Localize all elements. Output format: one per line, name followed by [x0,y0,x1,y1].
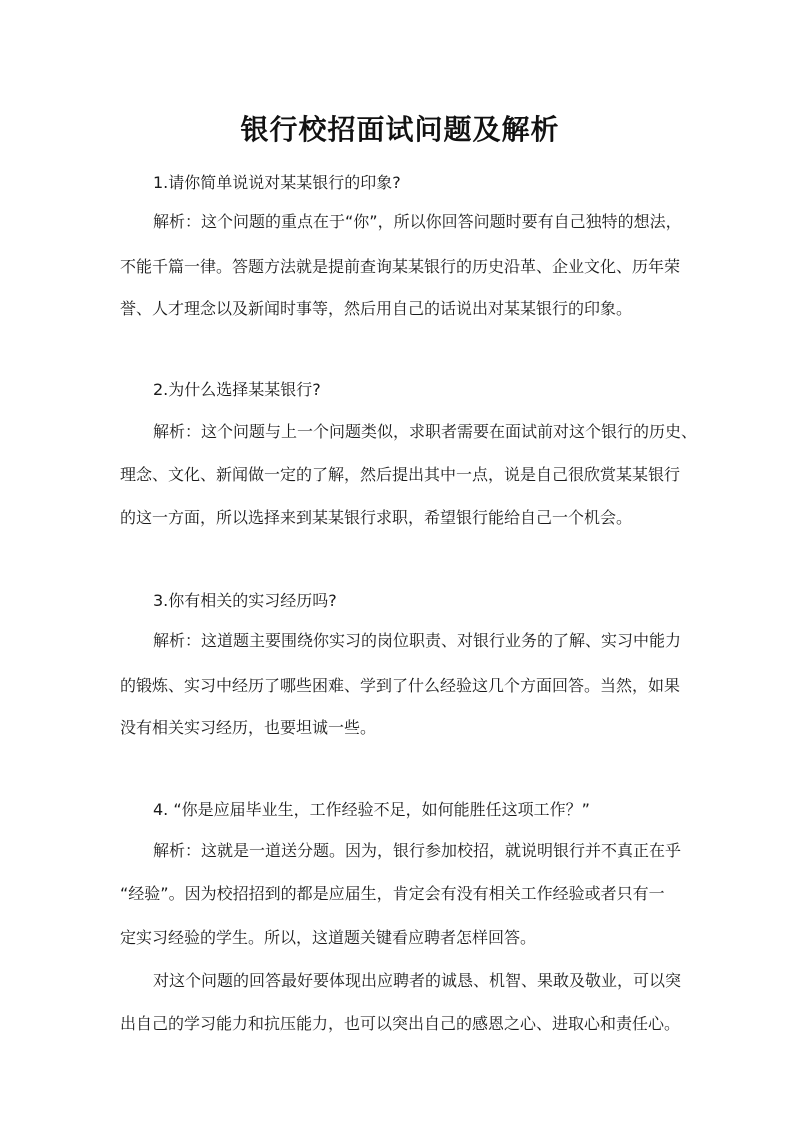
analysis-4-line-2: “经验”。因为校招招到的都是应届生，肯定会有没有相关工作经验或者只有一 [120,884,665,903]
analysis-1-line-1: 解析：这个问题的重点在于“你”，所以你回答问题时要有自己独特的想法， [153,212,682,231]
analysis-2-line-3: 的这一方面，所以选择来到某某银行求职，希望银行能给自己一个机会。 [120,508,633,527]
question-3: 3.你有相关的实习经历吗? [153,591,337,610]
analysis-3-line-3: 没有相关实习经历，也要坦诚一些。 [120,718,377,737]
analysis-1-line-2: 不能千篇一律。答题方法就是提前查询某某银行的历史沿革、企业文化、历年荣 [120,257,681,276]
analysis-4-extra-line-2: 出自己的学习能力和抗压能力，也可以突出自己的感恩之心、进取心和责任心。 [120,1014,681,1033]
question-4: 4. “你是应届毕业生，工作经验不足，如何能胜任这项工作？” [153,800,590,819]
analysis-1-line-3: 誉、人才理念以及新闻时事等，然后用自己的话说出对某某银行的印象。 [120,299,633,318]
page-title: 银行校招面试问题及解析 [240,113,560,146]
question-1: 1.请你简单说说对某某银行的印象? [153,173,401,192]
analysis-4-line-3: 定实习经验的学生。所以，这道题关键看应聘者怎样回答。 [120,928,537,947]
analysis-2-line-1: 解析：这个问题与上一个问题类似，求职者需要在面试前对这个银行的历史、 [153,422,698,441]
question-2: 2.为什么选择某某银行? [153,380,321,399]
analysis-2-line-2: 理念、文化、新闻做一定的了解，然后提出其中一点，说是自己很欣赏某某银行 [120,465,681,484]
analysis-3-line-2: 的锻炼、实习中经历了哪些困难、学到了什么经验这几个方面回答。当然，如果 [120,676,681,695]
analysis-3-line-1: 解析：这道题主要围绕你实习的岗位职责、对银行业务的了解、实习中能力 [153,631,682,650]
analysis-4-line-1: 解析：这就是一道送分题。因为，银行参加校招，就说明银行并不真正在乎 [153,841,682,860]
analysis-4-extra-line-1: 对这个问题的回答最好要体现出应聘者的诚恳、机智、果敢及敬业，可以突 [153,971,682,990]
